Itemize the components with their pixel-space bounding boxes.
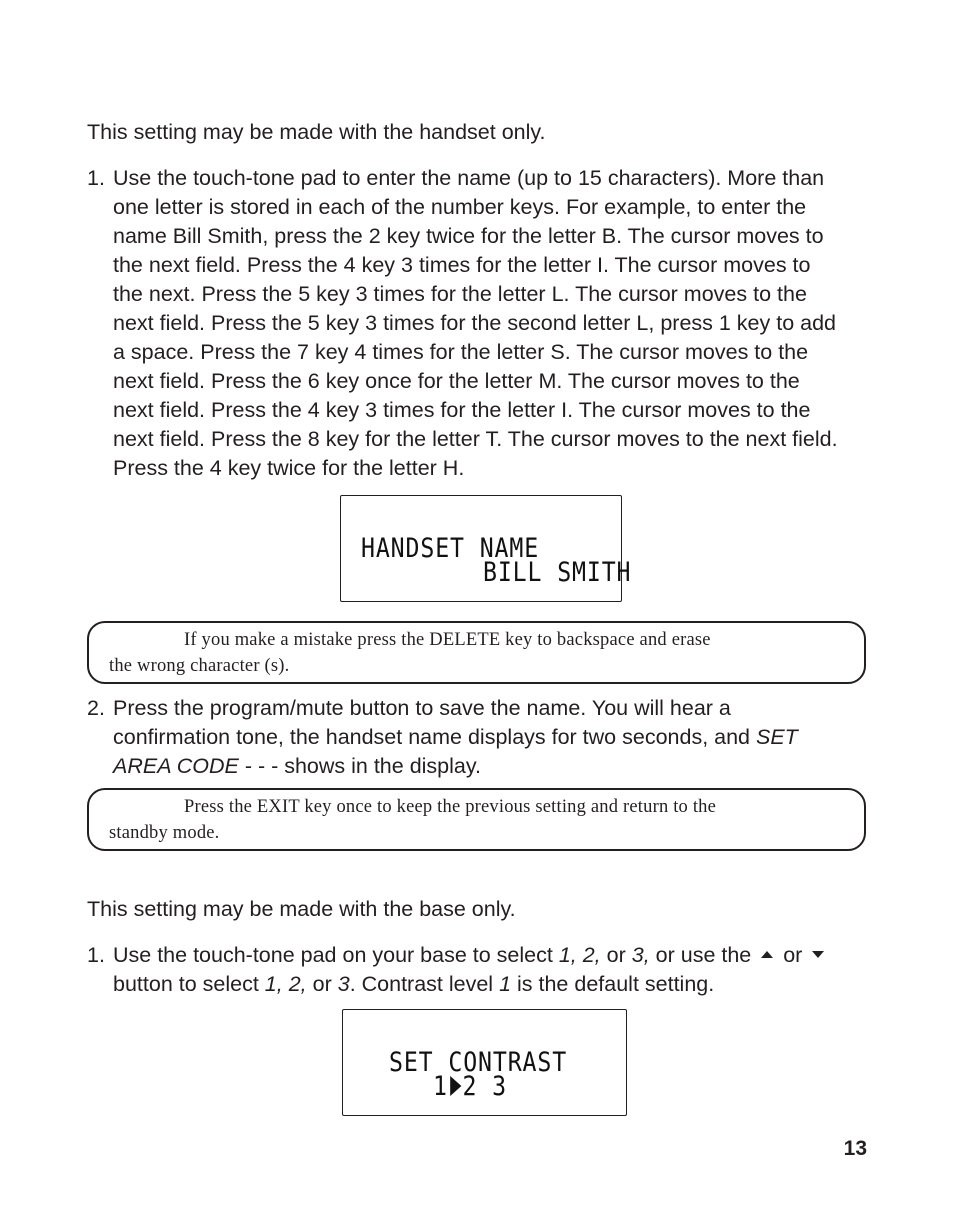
step-line: [113, 723, 877, 752]
step-body: [113, 694, 877, 781]
intro-handset-only: This setting may be made with the handset only.: [87, 120, 546, 144]
lcd-option: 3: [492, 1071, 508, 1102]
step-line: a space. Press the 7 key 4 times for the letter S. The cursor moves to the: [113, 340, 809, 364]
option-value: 1, 2,: [264, 972, 307, 996]
step-body: [113, 941, 877, 999]
step-text: or: [600, 943, 632, 967]
step-1-enter-name: [87, 164, 877, 483]
step-line: the next. Press the 5 key 3 times for the letter L. The cursor moves to the: [113, 282, 807, 306]
step-line: [113, 752, 877, 781]
display-term: SET: [755, 725, 798, 749]
display-term: AREA CODE: [113, 754, 239, 778]
option-value: 1, 2,: [558, 943, 601, 967]
step-text: or use the: [649, 943, 758, 967]
step-line: next field. Press the 8 key for the letter T. The cursor moves to the next field.: [113, 427, 838, 451]
lcd-line-1: HANDSET NAME: [361, 533, 540, 564]
step-line: the next field. Press the 4 key 3 times for the letter I. The cursor moves to: [113, 253, 811, 277]
lcd-option: 1: [433, 1071, 448, 1102]
note-delete-key: [87, 621, 866, 684]
note-line: the wrong character (s).: [109, 656, 290, 676]
note-line: standby mode.: [109, 823, 220, 843]
step-line: [113, 970, 877, 999]
step-line: next field. Press the 4 key 3 times for the letter I. The cursor moves to the: [113, 398, 811, 422]
note-line: If you make a mistake press the DELETE key to backspace and erase: [184, 630, 711, 650]
step-line: next field. Press the 6 key once for the letter M. The cursor moves to the: [113, 369, 800, 393]
lcd-display-set-contrast: [342, 1009, 627, 1116]
step-number: 2.: [87, 696, 105, 720]
step-2-save-name: [87, 694, 877, 781]
lcd-line-1: SET CONTRAST: [389, 1047, 568, 1078]
step-text: confirmation tone, the handset name displays for two seconds, and: [113, 725, 756, 749]
note-exit-key: [87, 788, 866, 851]
page-number: 13: [843, 1137, 867, 1160]
step-line: [113, 941, 877, 970]
step-text: button to select: [113, 972, 265, 996]
step-line: Press the program/mute button to save the name. You will hear a: [113, 696, 731, 720]
step-line: next field. Press the 5 key 3 times for the second letter L, press 1 key to add: [113, 311, 837, 335]
step-1-contrast: [87, 941, 877, 999]
option-value: 3: [337, 972, 350, 996]
step-line: Press the 4 key twice for the letter H.: [113, 456, 465, 480]
pointer-icon: [450, 1076, 461, 1096]
step-body: [113, 164, 877, 483]
step-number: 1.: [87, 166, 105, 190]
step-line: one letter is stored in each of the number keys. For example, to enter the: [113, 195, 807, 219]
intro-base-only: This setting may be made with the base only.: [87, 897, 516, 921]
up-arrow-icon: [761, 951, 773, 958]
step-text: or: [306, 972, 338, 996]
step-line: name Bill Smith, press the 2 key twice for the letter B. The cursor moves to: [113, 224, 824, 248]
lcd-option: 2: [462, 1071, 478, 1102]
down-arrow-icon: [812, 951, 824, 958]
step-text: is the default setting.: [511, 972, 715, 996]
step-text: or: [777, 943, 809, 967]
step-text: - - - shows in the display.: [238, 754, 482, 778]
step-line: Use the touch-tone pad to enter the name (up to 15 characters). More than: [113, 166, 825, 190]
step-text: Use the touch-tone pad on your base to select: [113, 943, 559, 967]
option-value: 1: [499, 972, 512, 996]
lcd-line-2: [433, 1071, 508, 1102]
option-value: 3,: [631, 943, 650, 967]
step-text: . Contrast level: [349, 972, 500, 996]
lcd-line-2: BILL SMITH: [483, 557, 632, 588]
lcd-display-handset-name: [340, 495, 632, 602]
note-line: Press the EXIT key once to keep the previous setting and return to the: [184, 797, 717, 817]
step-number: 1.: [87, 943, 105, 967]
